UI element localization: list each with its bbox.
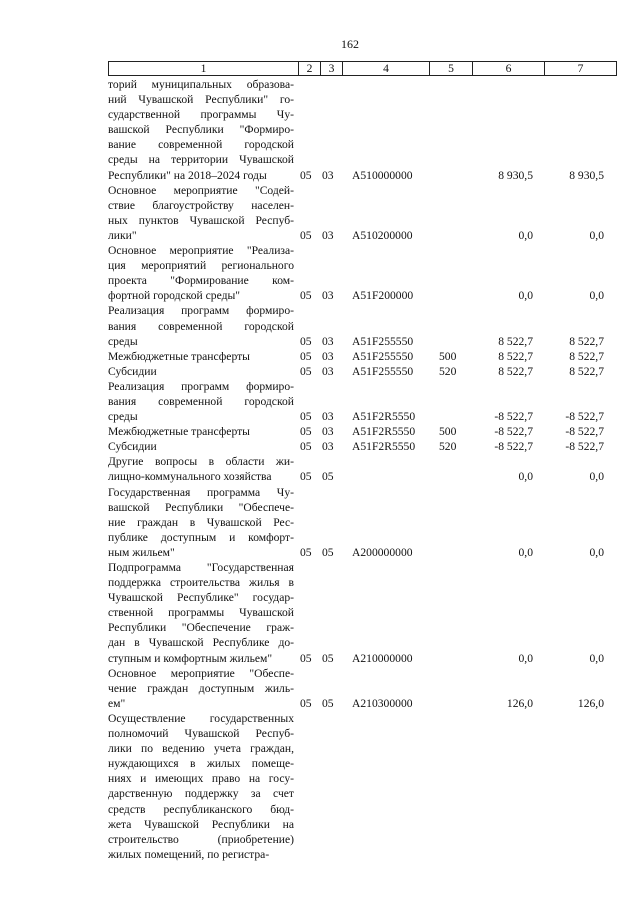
row-name-line: ных пунктов Чувашской Респуб- [108, 213, 294, 227]
row-name-line: жилых помещений, по регистра- [108, 847, 270, 861]
row-target-article: A200000000 [352, 545, 413, 559]
row-name-line: ний Чувашской Республики" го- [108, 93, 294, 107]
row-target-article: A51F2R5550 [352, 410, 416, 424]
row-amount-1: 8 522,7 [498, 364, 533, 378]
row-subsection: 03 [322, 440, 334, 454]
row-amount-2: 0,0 [589, 545, 604, 559]
page-number: 162 [341, 37, 359, 51]
row-section: 05 [300, 364, 312, 378]
header-col-2: 2 [299, 62, 321, 76]
row-name [108, 364, 294, 379]
row-name [108, 77, 294, 183]
row-target-article: A51F255550 [352, 349, 414, 363]
row-target-article: A510200000 [352, 228, 413, 242]
row-name [108, 711, 294, 862]
row-name-line: Межбюджетные трансферты [108, 425, 250, 439]
row-name-line: Другие вопросы в области жи- [108, 455, 294, 469]
row-name-line: ступным и комфортным жильем" [108, 651, 273, 665]
row-name-line: ниях и имеющих право на госу- [108, 772, 294, 786]
row-section: 05 [300, 425, 312, 439]
table-row [108, 303, 608, 348]
row-target-article: A51F255550 [352, 364, 414, 378]
row-section: 05 [300, 470, 312, 484]
row-name-line: ем" [108, 696, 126, 710]
row-subsection: 05 [322, 651, 334, 665]
table-row [108, 379, 608, 424]
row-name-line: ным жильем" [108, 545, 175, 559]
row-section: 05 [300, 349, 312, 363]
row-section: 05 [300, 651, 312, 665]
row-name-line: фортной городской среды" [108, 289, 240, 303]
row-target-article: A51F2R5550 [352, 425, 416, 439]
row-name-line: Основное мероприятие "Обеспе- [108, 666, 294, 680]
row-name-line: вашской Республики "Формиро- [108, 123, 294, 137]
row-amount-1: 0,0 [518, 651, 533, 665]
row-subsection: 03 [322, 364, 334, 378]
row-name-line: ствие благоустройству населен- [108, 198, 294, 212]
table-header [108, 61, 617, 76]
row-name [108, 424, 294, 439]
header-col-5: 5 [430, 62, 473, 76]
header-col-4: 4 [343, 62, 430, 76]
table-row [108, 666, 608, 711]
row-name-line: дарственную поддержку за счет [108, 787, 294, 801]
row-amount-2: -8 522,7 [565, 440, 604, 454]
row-name-line: Подпрограмма "Государственная [108, 561, 294, 574]
table-row [108, 454, 608, 484]
row-name-line: жета Чувашской Республики на [108, 817, 294, 831]
row-target-article: A510000000 [352, 168, 413, 182]
row-subsection: 03 [322, 289, 334, 303]
row-subsection: 03 [322, 168, 334, 182]
table-row [108, 485, 608, 560]
row-name-line: ственной программы Чувашской [108, 606, 294, 620]
table-row [108, 243, 608, 303]
row-section: 05 [300, 410, 312, 424]
row-name-line: Субсидии [108, 364, 157, 378]
row-amount-2: 8 522,7 [569, 334, 604, 348]
row-amount-1: -8 522,7 [494, 425, 533, 439]
table-row [108, 364, 608, 379]
row-amount-2: -8 522,7 [565, 425, 604, 439]
row-name-line: Осуществление государственных [108, 711, 294, 725]
row-name-line: ция мероприятий регионального [108, 259, 294, 273]
table-row [108, 183, 608, 243]
row-name [108, 183, 294, 243]
row-name-line: среды на территории Чувашской [108, 153, 294, 167]
row-name [108, 439, 294, 454]
row-target-article: A210000000 [352, 651, 413, 665]
table-body [108, 77, 608, 862]
row-name-line: лики" [108, 228, 137, 242]
row-amount-2: 0,0 [589, 289, 604, 303]
row-section: 05 [300, 334, 312, 348]
row-name-line: ние граждан в Чувашской Рес- [108, 515, 294, 529]
row-name-line: Государственная программа Чу- [108, 485, 294, 499]
row-expense-type: 520 [439, 440, 457, 454]
table-row [108, 77, 608, 183]
row-subsection: 03 [322, 228, 334, 242]
row-name-line: средств республиканского бюд- [108, 802, 294, 816]
row-subsection: 03 [322, 410, 334, 424]
row-section: 05 [300, 228, 312, 242]
row-name-line: проекта "Формирование ком- [108, 274, 294, 288]
row-name-line: вание современной городской [108, 138, 294, 152]
row-amount-1: -8 522,7 [494, 440, 533, 454]
row-expense-type: 500 [439, 349, 457, 363]
row-name-line: вашской Республики "Обеспече- [108, 500, 294, 514]
row-section: 05 [300, 545, 312, 559]
row-name-line: Основное мероприятие "Реализа- [108, 244, 294, 258]
row-name-line: Чувашской Республике" государ- [108, 591, 294, 605]
row-name-line: лищно-коммунального хозяйства [108, 470, 272, 484]
table-row [108, 349, 608, 364]
row-subsection: 03 [322, 349, 334, 363]
row-name [108, 379, 294, 424]
row-name-line: вания современной городской [108, 319, 294, 333]
row-name [108, 666, 294, 711]
row-name-line: среды [108, 334, 138, 348]
row-subsection: 05 [322, 470, 334, 484]
row-amount-2: 126,0 [577, 696, 604, 710]
row-name-line: поддержка строительства жилья в [108, 576, 294, 590]
row-name-line: вания современной городской [108, 394, 294, 408]
row-name [108, 454, 294, 484]
row-amount-2: 0,0 [589, 228, 604, 242]
table-row [108, 711, 608, 862]
row-name-line: Межбюджетные трансферты [108, 349, 250, 363]
table-row [108, 560, 608, 666]
row-name [108, 560, 294, 666]
row-amount-2: 0,0 [589, 651, 604, 665]
row-section: 05 [300, 289, 312, 303]
row-name-line: торий муниципальных образова- [108, 78, 294, 91]
row-name-line: Республики" на 2018–2024 годы [108, 168, 267, 182]
row-name-line: строительство (приобретение) [108, 832, 294, 846]
row-amount-1: 8 522,7 [498, 349, 533, 363]
header-col-6: 6 [473, 62, 545, 76]
row-target-article: A210300000 [352, 696, 413, 710]
row-name-line: дан в Чувашской Республике до- [108, 636, 294, 650]
row-amount-2: 8 522,7 [569, 349, 604, 363]
row-name-line: сударственной программы Чу- [108, 108, 294, 122]
row-subsection: 05 [322, 545, 334, 559]
row-target-article: A51F255550 [352, 334, 414, 348]
row-name-line: Реализация программ формиро- [108, 304, 294, 318]
row-name [108, 303, 294, 348]
row-amount-1: 8 522,7 [498, 334, 533, 348]
row-section: 05 [300, 440, 312, 454]
row-subsection: 03 [322, 334, 334, 348]
row-section: 05 [300, 696, 312, 710]
row-expense-type: 520 [439, 364, 457, 378]
row-section: 05 [300, 168, 312, 182]
row-amount-1: 126,0 [506, 696, 533, 710]
row-name-line: чение граждан доступным жиль- [108, 681, 294, 695]
row-name-line: полномочий Чувашской Респуб- [108, 727, 294, 741]
row-amount-2: 8 522,7 [569, 364, 604, 378]
row-name-line: публике доступным и комфорт- [108, 530, 294, 544]
row-subsection: 03 [322, 425, 334, 439]
row-name [108, 485, 294, 560]
row-name-line: среды [108, 410, 138, 424]
row-name [108, 349, 294, 364]
row-name [108, 243, 294, 303]
row-target-article: A51F200000 [352, 289, 414, 303]
row-amount-1: 8 930,5 [498, 168, 533, 182]
table-row [108, 424, 608, 439]
row-name-line: Республики "Обеспечение граж- [108, 621, 294, 635]
row-amount-2: 8 930,5 [569, 168, 604, 182]
row-subsection: 05 [322, 696, 334, 710]
row-amount-1: 0,0 [518, 470, 533, 484]
header-col-7: 7 [545, 62, 617, 76]
row-amount-1: 0,0 [518, 289, 533, 303]
row-target-article: A51F2R5550 [352, 440, 416, 454]
row-expense-type: 500 [439, 425, 457, 439]
row-amount-2: 0,0 [589, 470, 604, 484]
row-amount-1: -8 522,7 [494, 410, 533, 424]
header-col-1: 1 [109, 62, 299, 76]
row-name-line: Основное мероприятие "Содей- [108, 183, 294, 197]
row-amount-1: 0,0 [518, 228, 533, 242]
header-col-3: 3 [321, 62, 343, 76]
row-amount-2: -8 522,7 [565, 410, 604, 424]
table-row [108, 439, 608, 454]
row-name-line: лики по ведению учета граждан, [108, 742, 294, 756]
row-name-line: Реализация программ формиро- [108, 379, 294, 393]
row-name-line: нуждающихся в жилых помеще- [108, 757, 294, 771]
row-amount-1: 0,0 [518, 545, 533, 559]
row-name-line: Субсидии [108, 440, 157, 454]
